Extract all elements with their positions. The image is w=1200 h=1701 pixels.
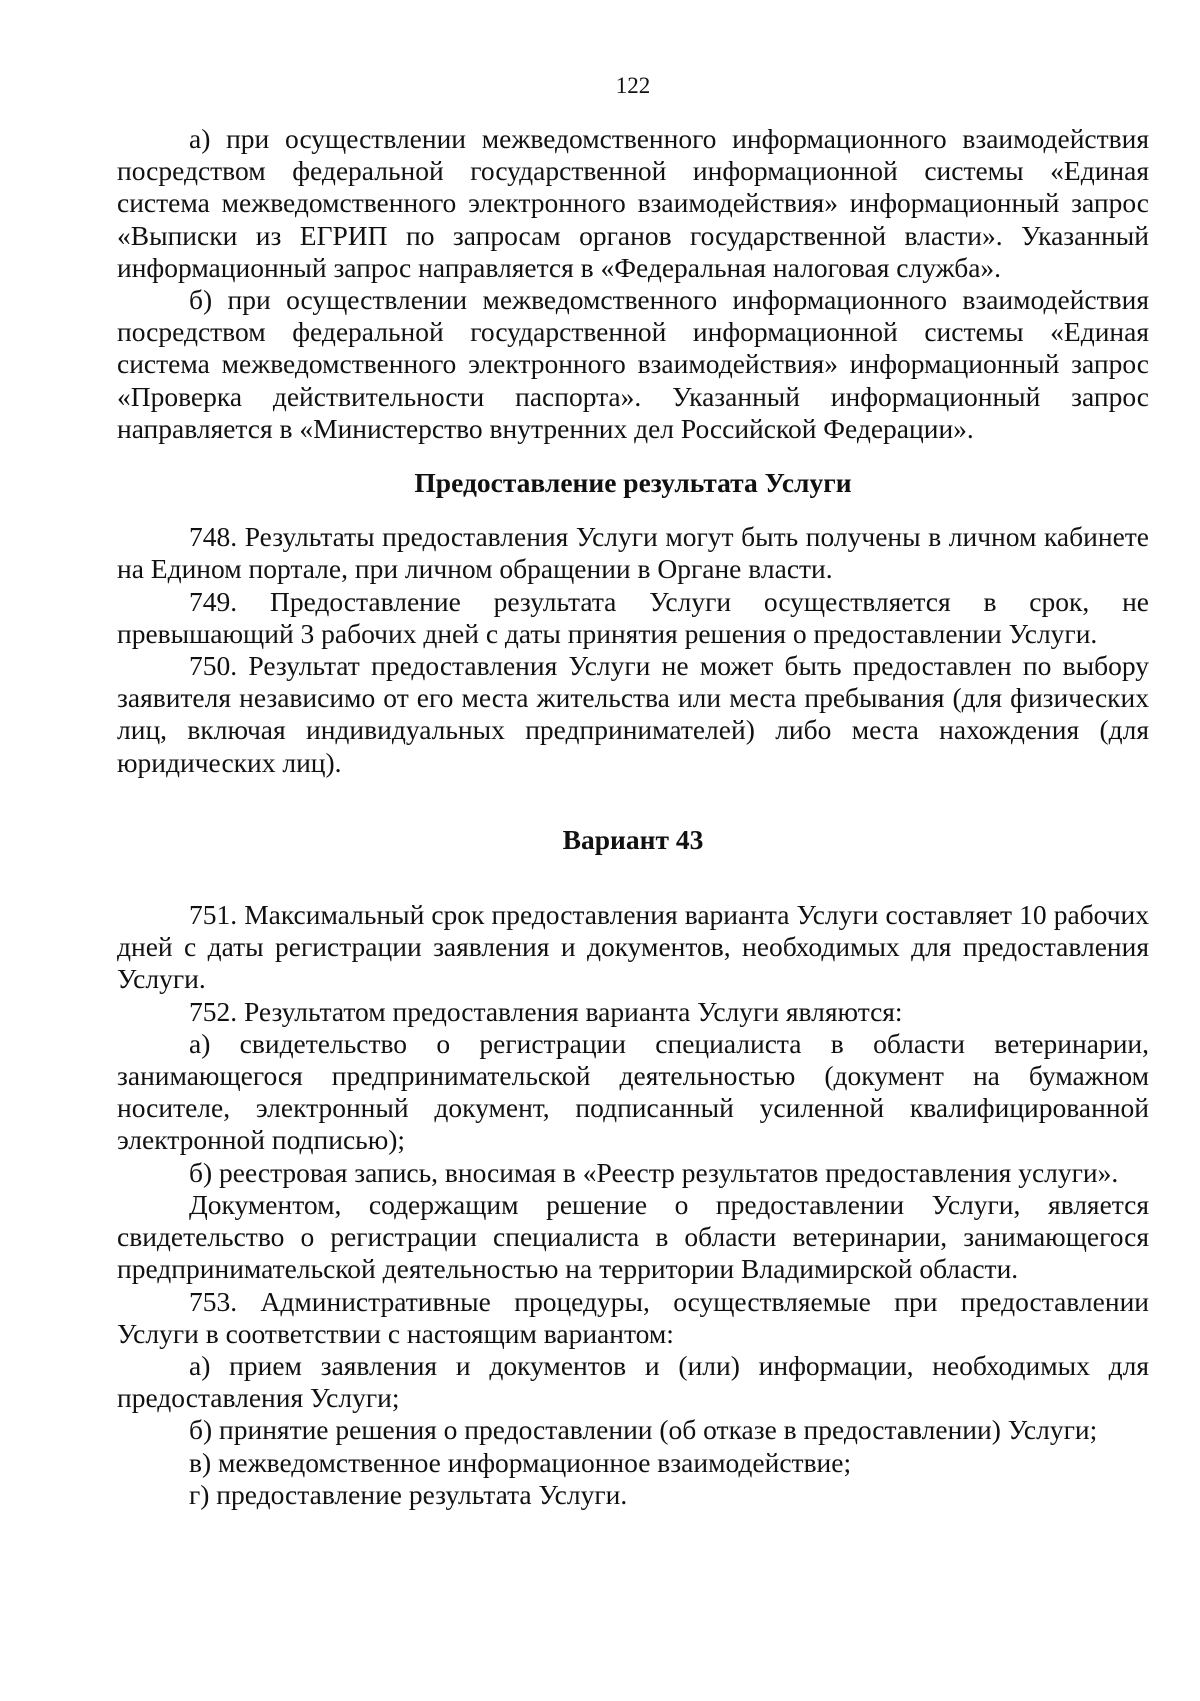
paragraph-752-b: б) реестровая запись, вносимая в «Реестр результатов предоставления услуги». <box>189 1156 1119 1188</box>
paragraph-751: 751. Максимальный срок предоставления варианта Услуги составляет 10 рабочих дней с даты регистрации заявления и документов, необходимых для предоставления Услуги. <box>117 899 1149 995</box>
paragraph-753-c: в) межведомственное информационное взаимодействие; <box>189 1446 852 1478</box>
paragraph-748: 748. Результаты предоставления Услуги могут быть получены в личном кабинете на Едином портале, при личном обращении в Органе власти. <box>117 521 1149 585</box>
paragraph-750: 750. Результат предоставления Услуги не может быть предоставлен по выбору заявителя независимо от его места жительства или места пребывания (для физических лиц, включая индивидуальных предпринимателей) либо места нахождения (для юридических лиц). <box>117 650 1149 778</box>
paragraph-753-a: а) прием заявления и документов и (или) информации, необходимых для предоставления Услуги; <box>117 1349 1149 1414</box>
section-heading-result: Предоставление результата Услуги <box>414 467 852 499</box>
section-heading-variant: Вариант 43 <box>562 823 704 855</box>
paragraph-752-a: а) свидетельство о регистрации специалиста в области ветеринарии, занимающегося предпринимательской деятельностью (документ на бумажном носителе, электронный документ, подписанный усиленной квалифицированной электронной подписью); <box>117 1027 1149 1156</box>
document-body <box>117 123 1149 1511</box>
paragraph-753-d: г) предоставление результата Услуги. <box>189 1478 628 1510</box>
paragraph-753: 753. Административные процедуры, осуществляемые при предоставлении Услуги в соответствии с настоящим вариантом: <box>117 1285 1149 1349</box>
page-number: 122 <box>615 73 651 98</box>
paragraph-753-b: б) принятие решения о предоставлении (об отказе в предоставлении) Услуги; <box>189 1414 1098 1446</box>
paragraph-749: 749. Предоставление результата Услуги осуществляется в срок, не превышающий 3 рабочих дней с даты принятия решения о предоставлении Услуги. <box>117 585 1149 649</box>
paragraph-752: 752. Результатом предоставления варианта Услуги являются: <box>189 995 903 1027</box>
paragraph-b-interagency-passport: б) при осуществлении межведомственного информационного взаимодействия посредством федеральной государственной информационной системы «Единая система межведомственного электронного взаимодействия» информационный запрос «Проверка действительности паспорта». Указанный информационный запрос направляется в «Министерство внутренних дел Российской Федерации». <box>117 284 1149 444</box>
paragraph-decision-document: Документом, содержащим решение о предоставлении Услуги, является свидетельство о регистрации специалиста в области ветеринарии, занимающегося предпринимательской деятельностью на территории Владимирской области. <box>117 1188 1149 1285</box>
paragraph-a-interagency-egrip: а) при осуществлении межведомственного информационного взаимодействия посредством федеральной государственной информационной системы «Единая система межведомственного электронного взаимодействия» информационный запрос «Выписки из ЕГРИП по запросам органов государственной власти». Указанный информационный запрос направляется в «Федеральная налоговая служба». <box>117 123 1149 283</box>
